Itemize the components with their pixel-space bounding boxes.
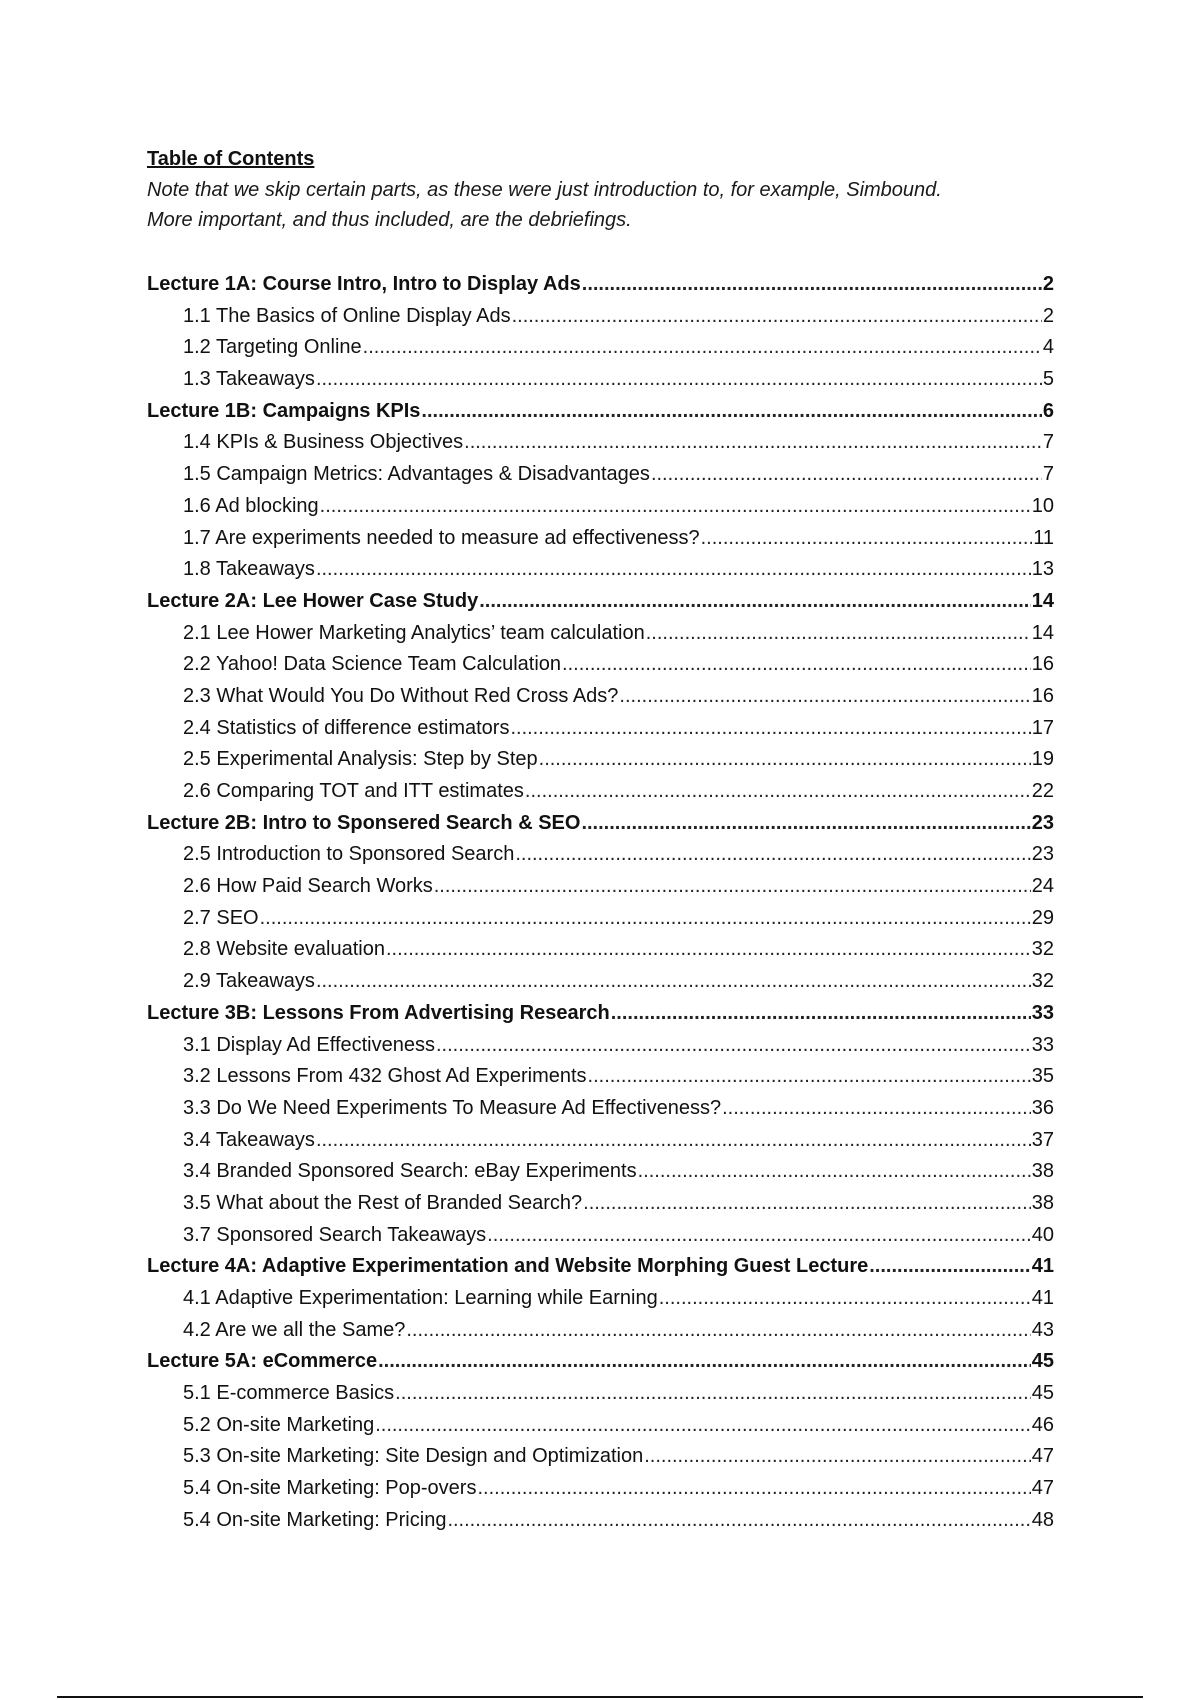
toc-note-line: Note that we skip certain parts, as these were just introduction to, for example, Simbound.: [147, 179, 942, 201]
toc-dot-leader: [512, 301, 1042, 333]
toc-section-entry[interactable]: [147, 1378, 1054, 1410]
toc-dot-leader: [378, 1346, 1031, 1378]
toc-section-entry[interactable]: [147, 744, 1054, 776]
toc-entry-title: 5.2 On-site Marketing: [183, 1413, 375, 1436]
toc-section-entry[interactable]: [147, 1505, 1054, 1537]
toc-entry-title: 2.3 What Would You Do Without Red Cross Ads?: [183, 684, 619, 707]
toc-entry-title: Lecture 1A: Course Intro, Intro to Display Ads: [147, 273, 581, 295]
toc-entry-page-number: 38: [1031, 1160, 1054, 1183]
toc-section-entry[interactable]: [147, 459, 1054, 491]
toc-entry-title: 2.4 Statistics of difference estimators: [183, 716, 510, 739]
toc-dot-leader: [659, 1283, 1031, 1315]
toc-entry-title: Lecture 5A: eCommerce: [147, 1350, 378, 1373]
toc-dot-leader: [375, 1410, 1031, 1442]
toc-entry-title: 2.6 How Paid Search Works: [183, 875, 433, 898]
toc-entry-title: 1.8 Takeaways: [183, 558, 315, 581]
toc-entry-title: 2.5 Introduction to Sponsored Search: [183, 843, 515, 866]
toc-entry-page-number: 10: [1031, 494, 1054, 517]
toc-entry-title: 2.2 Yahoo! Data Science Team Calculation: [183, 653, 562, 676]
toc-entry-page-number: 16: [1031, 653, 1054, 676]
toc-dot-leader: [562, 649, 1031, 681]
toc-section-entry[interactable]: [147, 332, 1054, 364]
toc-dot-leader: [421, 396, 1041, 428]
toc-entry-title: 1.6 Ad blocking: [183, 494, 319, 517]
toc-entry-title: 1.1 The Basics of Online Display Ads: [183, 304, 511, 327]
toc-entry-page-number: 19: [1031, 748, 1054, 771]
toc-entry-title: Lecture 2A: Lee Hower Case Study: [147, 589, 479, 612]
toc-entry-page-number: 32: [1031, 970, 1054, 993]
toc-entry-page-number: 46: [1031, 1413, 1054, 1436]
toc-entry-page-number: 2: [1042, 304, 1054, 327]
toc-entry-page-number: 6: [1042, 399, 1054, 422]
toc-dot-leader: [651, 459, 1042, 491]
toc-dot-leader: [487, 1220, 1031, 1252]
toc-dot-leader: [447, 1505, 1030, 1537]
toc-dot-leader: [316, 554, 1031, 586]
toc-dot-leader: [316, 1125, 1031, 1157]
toc-entry-page-number: 17: [1031, 716, 1054, 739]
toc-entry-page-number: 14: [1031, 621, 1054, 644]
toc-entry-page-number: 7: [1042, 463, 1054, 486]
document-page: [147, 145, 1054, 1537]
toc-entry-title: 2.1 Lee Hower Marketing Analytics’ team calculation: [183, 621, 645, 644]
toc-entry-title: 1.4 KPIs & Business Objectives: [183, 431, 464, 454]
toc-entry-title: 1.7 Are experiments needed to measure ad effectiveness?: [183, 526, 700, 549]
toc-dot-leader: [386, 934, 1031, 966]
toc-dot-leader: [722, 1093, 1031, 1125]
toc-entry-title: 1.3 Takeaways: [183, 368, 315, 391]
toc-section-entry[interactable]: [147, 1093, 1054, 1125]
toc-section-entry[interactable]: [147, 1188, 1054, 1220]
toc-entry-page-number: 16: [1031, 684, 1054, 707]
toc-entry-title: 3.2 Lessons From 432 Ghost Ad Experiments: [183, 1065, 587, 1088]
toc-section-entry[interactable]: [147, 1283, 1054, 1315]
toc-section-entry[interactable]: [147, 427, 1054, 459]
toc-entry-title: Lecture 1B: Campaigns KPIs: [147, 399, 421, 422]
toc-dot-leader: [434, 871, 1031, 903]
toc-entry-page-number: 23: [1031, 843, 1054, 866]
toc-entry-page-number: 5: [1042, 368, 1054, 391]
toc-entry-page-number: 41: [1031, 1287, 1054, 1309]
toc-entry-title: Lecture 2B: Intro to Sponsered Search & SEO: [147, 811, 581, 834]
toc-section-entry[interactable]: [147, 1061, 1054, 1093]
toc-dot-leader: [701, 523, 1033, 555]
toc-entry-title: 2.9 Takeaways: [183, 970, 315, 993]
toc-section-entry[interactable]: [147, 554, 1054, 586]
toc-entry-title: Lecture 3B: Lessons From Advertising Research: [147, 1001, 610, 1024]
toc-lecture-entry[interactable]: [147, 396, 1054, 428]
page-bottom-rule: [57, 1696, 1143, 1698]
toc-entry-page-number: 29: [1031, 906, 1054, 929]
toc-entry-title: 5.4 On-site Marketing: Pricing: [183, 1508, 447, 1531]
toc-lecture-entry[interactable]: [147, 808, 1054, 840]
toc-entry-title: 5.4 On-site Marketing: Pop-overs: [183, 1477, 477, 1500]
toc-dot-leader: [582, 269, 1042, 301]
toc-section-entry[interactable]: [147, 523, 1054, 555]
toc-dot-leader: [869, 1251, 1031, 1283]
toc-entry-title: 3.4 Branded Sponsored Search: eBay Experiments: [183, 1160, 637, 1183]
toc-section-entry[interactable]: [147, 713, 1054, 745]
toc-dot-leader: [510, 713, 1030, 745]
toc-entry-title: 5.1 E-commerce Basics: [183, 1382, 395, 1405]
toc-section-entry[interactable]: [147, 364, 1054, 396]
toc-section-entry[interactable]: [147, 1220, 1054, 1252]
toc-dot-leader: [260, 903, 1031, 935]
toc-dot-leader: [395, 1378, 1031, 1410]
toc-note: [147, 175, 1054, 235]
toc-entry-page-number: 36: [1031, 1096, 1054, 1119]
toc-section-entry[interactable]: [147, 1156, 1054, 1188]
toc-section-entry[interactable]: [147, 1441, 1054, 1473]
toc-dot-leader: [316, 364, 1042, 396]
toc-entry-title: 3.1 Display Ad Effectiveness: [183, 1033, 435, 1056]
toc-entry-title: 5.3 On-site Marketing: Site Design and Optimization: [183, 1445, 644, 1468]
toc-entry-title: 2.6 Comparing TOT and ITT estimates: [183, 780, 524, 802]
toc-entry-page-number: 48: [1031, 1508, 1054, 1531]
toc-entry-title: 3.3 Do We Need Experiments To Measure Ad Effectiveness?: [183, 1096, 722, 1119]
toc-dot-leader: [479, 586, 1031, 618]
toc-section-entry[interactable]: [147, 776, 1054, 808]
toc-section-entry[interactable]: [147, 1030, 1054, 1062]
toc-entry-page-number: 40: [1031, 1223, 1054, 1246]
toc-section-entry[interactable]: [147, 649, 1054, 681]
toc-dot-leader: [619, 681, 1030, 713]
toc-lecture-entry[interactable]: [147, 269, 1054, 301]
toc-lecture-entry[interactable]: [147, 586, 1054, 618]
toc-entry-page-number: 4: [1042, 336, 1054, 359]
toc-section-entry[interactable]: [147, 903, 1054, 935]
toc-section-entry[interactable]: [147, 301, 1054, 333]
toc-section-entry[interactable]: [147, 491, 1054, 523]
toc-section-entry[interactable]: [147, 618, 1054, 650]
toc-section-entry[interactable]: [147, 1473, 1054, 1505]
toc-entry-page-number: 45: [1031, 1350, 1054, 1373]
toc-section-entry[interactable]: [147, 871, 1054, 903]
toc-dot-leader: [320, 491, 1031, 523]
toc-entry-page-number: 47: [1031, 1445, 1054, 1468]
toc-dot-leader: [477, 1473, 1030, 1505]
toc-entry-page-number: 38: [1031, 1191, 1054, 1214]
toc-dot-leader: [638, 1156, 1031, 1188]
toc-entry-page-number: 23: [1031, 811, 1054, 834]
toc-dot-leader: [646, 618, 1031, 650]
toc-dot-leader: [464, 427, 1042, 459]
toc-section-entry[interactable]: [147, 1125, 1054, 1157]
toc-entry-page-number: 11: [1033, 526, 1054, 549]
toc-entry-page-number: 33: [1031, 1033, 1054, 1056]
toc-entry-page-number: 32: [1031, 938, 1054, 961]
toc-list: [147, 269, 1054, 1537]
toc-lecture-entry[interactable]: [147, 1346, 1054, 1378]
toc-entry-title: 1.2 Targeting Online: [183, 336, 362, 359]
toc-lecture-entry[interactable]: [147, 1251, 1054, 1283]
toc-entry-title: Lecture 4A: Adaptive Experimentation and Website Morphing Guest Lecture: [147, 1255, 869, 1278]
toc-dot-leader: [316, 966, 1031, 998]
toc-entry-page-number: 14: [1031, 589, 1054, 612]
toc-entry-page-number: 35: [1031, 1065, 1054, 1088]
toc-entry-title: 4.1 Adaptive Experimentation: Learning while Earning: [183, 1287, 658, 1309]
toc-section-entry[interactable]: [147, 1410, 1054, 1442]
toc-heading: Table of Contents: [147, 148, 315, 170]
toc-section-entry[interactable]: [147, 1315, 1054, 1347]
toc-section-entry[interactable]: [147, 681, 1054, 713]
toc-entry-page-number: 41: [1031, 1255, 1054, 1278]
toc-entry-page-number: 13: [1031, 558, 1054, 581]
toc-entry-title: 2.7 SEO: [183, 906, 259, 929]
toc-note-line: More important, and thus included, are the debriefings.: [147, 209, 632, 231]
toc-entry-title: 2.5 Experimental Analysis: Step by Step: [183, 748, 538, 771]
toc-section-entry[interactable]: [147, 839, 1054, 871]
toc-entry-page-number: 43: [1031, 1318, 1054, 1341]
toc-entry-title: 3.4 Takeaways: [183, 1128, 315, 1151]
toc-entry-title: 1.5 Campaign Metrics: Advantages & Disadvantages: [183, 463, 650, 486]
toc-entry-title: 3.7 Sponsored Search Takeaways: [183, 1223, 487, 1246]
toc-entry-page-number: 47: [1031, 1477, 1054, 1500]
toc-entry-title: 2.8 Website evaluation: [183, 938, 385, 961]
toc-dot-leader: [644, 1441, 1031, 1473]
toc-dot-leader: [588, 1061, 1031, 1093]
toc-entry-page-number: 45: [1031, 1382, 1054, 1405]
toc-dot-leader: [581, 808, 1030, 840]
toc-dot-leader: [363, 332, 1042, 364]
toc-section-entry[interactable]: [147, 934, 1054, 966]
toc-entry-page-number: 24: [1031, 875, 1054, 898]
toc-dot-leader: [515, 839, 1030, 871]
toc-dot-leader: [583, 1188, 1031, 1220]
toc-entry-title: 3.5 What about the Rest of Branded Search?: [183, 1191, 583, 1214]
toc-entry-title: 4.2 Are we all the Same?: [183, 1318, 406, 1341]
toc-entry-page-number: 37: [1031, 1128, 1054, 1151]
toc-dot-leader: [525, 776, 1031, 808]
toc-section-entry[interactable]: [147, 966, 1054, 998]
toc-entry-page-number: 7: [1042, 431, 1054, 454]
toc-entry-page-number: 33: [1031, 1001, 1054, 1024]
toc-dot-leader: [611, 998, 1031, 1030]
toc-entry-page-number: 22: [1031, 780, 1054, 802]
toc-entry-page-number: 2: [1042, 273, 1054, 295]
toc-dot-leader: [539, 744, 1031, 776]
toc-lecture-entry[interactable]: [147, 998, 1054, 1030]
toc-dot-leader: [406, 1315, 1030, 1347]
toc-dot-leader: [436, 1030, 1031, 1062]
